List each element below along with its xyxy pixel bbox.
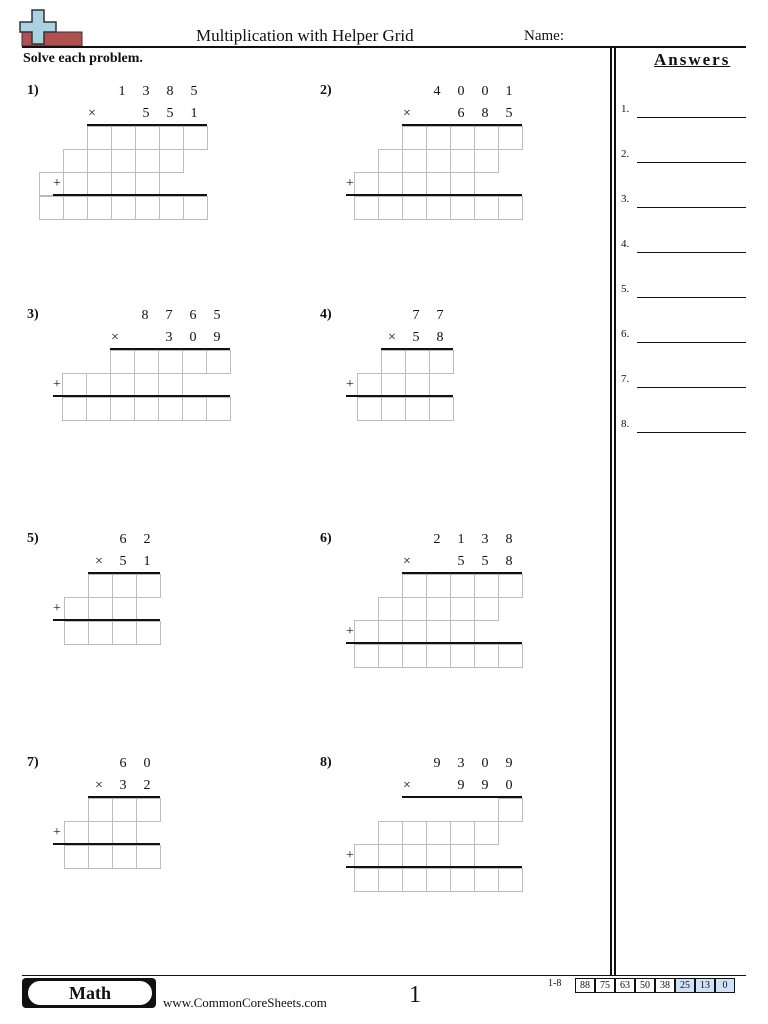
helper-grid-cell[interactable] bbox=[354, 844, 379, 868]
helper-grid-cell[interactable] bbox=[112, 821, 137, 845]
plus-sign: + bbox=[53, 176, 61, 191]
helper-grid-cell[interactable] bbox=[405, 373, 430, 397]
answer-grid-cell[interactable] bbox=[354, 196, 379, 220]
footer-divider bbox=[22, 975, 746, 976]
answer-grid-cell[interactable] bbox=[62, 397, 87, 421]
helper-grid-cell[interactable] bbox=[378, 149, 403, 173]
answer-line[interactable] bbox=[637, 207, 746, 208]
plus-sign: + bbox=[346, 848, 354, 863]
multiplier-digit: 0 bbox=[189, 330, 197, 345]
helper-grid-cell[interactable] bbox=[381, 373, 406, 397]
multiplicand-digit: 0 bbox=[481, 756, 489, 771]
answers-heading: Answers bbox=[654, 50, 731, 69]
helper-grid-cell[interactable] bbox=[426, 597, 451, 621]
answer-grid-cell[interactable] bbox=[159, 196, 184, 220]
answer-line[interactable] bbox=[637, 297, 746, 298]
helper-grid-cell[interactable] bbox=[88, 798, 113, 822]
helper-grid-cell[interactable] bbox=[64, 821, 89, 845]
helper-grid-cell[interactable] bbox=[88, 821, 113, 845]
answer-grid-cell[interactable] bbox=[64, 845, 89, 869]
multiplier-digit: 1 bbox=[190, 106, 198, 121]
helper-grid-cell[interactable] bbox=[87, 126, 112, 150]
answer-line[interactable] bbox=[637, 117, 746, 118]
problem-number: 7) bbox=[27, 755, 39, 770]
answer-grid-cell[interactable] bbox=[183, 196, 208, 220]
answer-grid-cell[interactable] bbox=[112, 845, 137, 869]
problem-number: 8) bbox=[320, 755, 332, 770]
website-link[interactable]: www.CommonCoreSheets.com bbox=[163, 995, 327, 1010]
helper-grid-cell[interactable] bbox=[63, 149, 88, 173]
helper-grid-cell[interactable] bbox=[354, 620, 379, 644]
answer-line[interactable] bbox=[637, 342, 746, 343]
helper-grid-cell[interactable] bbox=[134, 373, 159, 397]
helper-grid-cell[interactable] bbox=[426, 149, 451, 173]
page-number: 1 bbox=[409, 982, 421, 1008]
helper-grid-cell[interactable] bbox=[357, 373, 382, 397]
helper-grid-cell[interactable] bbox=[378, 844, 403, 868]
answer-line[interactable] bbox=[637, 432, 746, 433]
helper-grid-cell[interactable] bbox=[402, 620, 427, 644]
helper-grid-cell[interactable] bbox=[402, 149, 427, 173]
answer-grid-cell[interactable] bbox=[474, 644, 499, 668]
answer-grid-cell[interactable] bbox=[134, 397, 159, 421]
multiplicand-digit: 8 bbox=[505, 532, 513, 547]
multiplier-digit: 6 bbox=[457, 106, 465, 121]
answer-grid-cell[interactable] bbox=[474, 868, 499, 892]
multiply-sign: × bbox=[95, 554, 103, 569]
helper-grid-cell[interactable] bbox=[474, 149, 499, 173]
helper-grid-cell[interactable] bbox=[450, 620, 475, 644]
helper-grid-cell[interactable] bbox=[405, 350, 430, 374]
multiplicand-digit: 7 bbox=[165, 308, 173, 323]
logo-icon bbox=[18, 6, 88, 48]
worksheet-title: Multiplication with Helper Grid bbox=[196, 26, 414, 45]
multiply-sign: × bbox=[403, 106, 411, 121]
answer-grid-cell[interactable] bbox=[426, 868, 451, 892]
multiplicand-digit: 2 bbox=[433, 532, 441, 547]
helper-grid-cell[interactable] bbox=[111, 149, 136, 173]
multiplicand-digit: 3 bbox=[142, 84, 150, 99]
answer-grid-cell[interactable] bbox=[450, 196, 475, 220]
plus-sign: + bbox=[346, 176, 354, 191]
helper-grid-cell[interactable] bbox=[62, 373, 87, 397]
answer-grid-cell[interactable] bbox=[136, 845, 161, 869]
multiplicand-digit: 6 bbox=[119, 532, 127, 547]
answer-number: 1. bbox=[621, 103, 630, 115]
multiplier-digit: 3 bbox=[119, 778, 127, 793]
helper-grid-cell[interactable] bbox=[183, 126, 208, 150]
helper-grid-cell[interactable] bbox=[402, 126, 427, 150]
helper-grid-cell[interactable] bbox=[426, 821, 451, 845]
problem-number: 6) bbox=[320, 531, 332, 546]
helper-grid-cell[interactable] bbox=[111, 172, 136, 196]
helper-grid-cell[interactable] bbox=[426, 574, 451, 598]
multiplicand-digit: 8 bbox=[166, 84, 174, 99]
helper-grid-cell[interactable] bbox=[450, 172, 475, 196]
helper-grid-cell[interactable] bbox=[429, 350, 454, 374]
multiply-sign: × bbox=[403, 778, 411, 793]
helper-grid-cell[interactable] bbox=[182, 350, 207, 374]
answer-grid-cell[interactable] bbox=[402, 868, 427, 892]
helper-grid-cell[interactable] bbox=[426, 844, 451, 868]
answer-grid-cell[interactable] bbox=[498, 196, 523, 220]
helper-grid-cell[interactable] bbox=[110, 350, 135, 374]
helper-grid-cell[interactable] bbox=[402, 172, 427, 196]
answer-grid-cell[interactable] bbox=[378, 196, 403, 220]
answer-line[interactable] bbox=[637, 252, 746, 253]
problem-number: 5) bbox=[27, 531, 39, 546]
answer-grid-cell[interactable] bbox=[498, 644, 523, 668]
problem-number: 1) bbox=[27, 83, 39, 98]
helper-grid-cell[interactable] bbox=[450, 844, 475, 868]
helper-grid-cell[interactable] bbox=[135, 172, 160, 196]
helper-grid-cell[interactable] bbox=[450, 149, 475, 173]
plus-sign: + bbox=[346, 624, 354, 639]
multiplier-digit: 8 bbox=[505, 554, 513, 569]
answer-grid-cell[interactable] bbox=[110, 397, 135, 421]
problem-number: 3) bbox=[27, 307, 39, 322]
answer-grid-cell[interactable] bbox=[498, 868, 523, 892]
score-cell: 0 bbox=[715, 978, 735, 993]
multiplier-digit: 5 bbox=[412, 330, 420, 345]
helper-grid-cell[interactable] bbox=[450, 574, 475, 598]
answer-line[interactable] bbox=[637, 387, 746, 388]
helper-grid-cell[interactable] bbox=[450, 126, 475, 150]
helper-grid-cell[interactable] bbox=[354, 172, 379, 196]
answer-grid-cell[interactable] bbox=[378, 644, 403, 668]
helper-grid-cell[interactable] bbox=[87, 149, 112, 173]
helper-grid-cell[interactable] bbox=[378, 821, 403, 845]
helper-grid-cell[interactable] bbox=[474, 821, 499, 845]
answer-grid-cell[interactable] bbox=[354, 644, 379, 668]
multiplicand-digit: 6 bbox=[119, 756, 127, 771]
helper-grid-cell[interactable] bbox=[381, 350, 406, 374]
helper-grid-cell[interactable] bbox=[426, 172, 451, 196]
helper-grid-cell[interactable] bbox=[134, 350, 159, 374]
answer-grid-cell[interactable] bbox=[158, 397, 183, 421]
answer-grid-cell[interactable] bbox=[354, 868, 379, 892]
multiply-sign: × bbox=[88, 106, 96, 121]
answer-line[interactable] bbox=[637, 162, 746, 163]
answer-grid-cell[interactable] bbox=[381, 397, 406, 421]
answer-grid-cell[interactable] bbox=[88, 845, 113, 869]
plus-sign: + bbox=[346, 377, 354, 392]
answer-number: 7. bbox=[621, 373, 630, 385]
helper-grid-cell[interactable] bbox=[159, 149, 184, 173]
multiplicand-digit: 9 bbox=[505, 756, 513, 771]
answer-grid-cell[interactable] bbox=[86, 397, 111, 421]
problem-number: 2) bbox=[320, 83, 332, 98]
helper-grid-cell[interactable] bbox=[135, 126, 160, 150]
answer-grid-cell[interactable] bbox=[405, 397, 430, 421]
answer-number: 3. bbox=[621, 193, 630, 205]
multiplier-digit: 5 bbox=[457, 554, 465, 569]
multiplier-digit: 0 bbox=[505, 778, 513, 793]
helper-grid-cell[interactable] bbox=[498, 574, 523, 598]
answer-grid-cell[interactable] bbox=[64, 621, 89, 645]
multiplicand-digit: 7 bbox=[436, 308, 444, 323]
name-label: Name: bbox=[524, 28, 564, 44]
multiplier-digit: 8 bbox=[436, 330, 444, 345]
answer-column-divider bbox=[610, 48, 612, 976]
multiplier-digit: 1 bbox=[143, 554, 151, 569]
helper-grid-cell[interactable] bbox=[498, 798, 523, 822]
answer-grid-cell[interactable] bbox=[39, 196, 64, 220]
plus-sign: + bbox=[53, 825, 61, 840]
helper-grid-cell[interactable] bbox=[87, 172, 112, 196]
score-cell: 38 bbox=[655, 978, 675, 993]
multiplicand-digit: 7 bbox=[412, 308, 420, 323]
instructions: Solve each problem. bbox=[23, 51, 143, 66]
multiplicand-digit: 1 bbox=[118, 84, 126, 99]
helper-grid-cell[interactable] bbox=[426, 620, 451, 644]
helper-grid-cell[interactable] bbox=[88, 574, 113, 598]
helper-grid-cell[interactable] bbox=[110, 373, 135, 397]
helper-grid-cell[interactable] bbox=[474, 126, 499, 150]
answer-number: 5. bbox=[621, 283, 630, 295]
subject-badge-label: Math bbox=[28, 981, 152, 1005]
answer-grid-cell[interactable] bbox=[426, 196, 451, 220]
multiply-sign: × bbox=[403, 554, 411, 569]
answer-number: 6. bbox=[621, 328, 630, 340]
multiplier-digit: 5 bbox=[166, 106, 174, 121]
helper-grid-cell[interactable] bbox=[86, 373, 111, 397]
answer-grid-cell[interactable] bbox=[426, 644, 451, 668]
answer-grid-cell[interactable] bbox=[206, 397, 231, 421]
helper-grid-cell[interactable] bbox=[112, 574, 137, 598]
multiplier-digit: 5 bbox=[142, 106, 150, 121]
header-divider bbox=[22, 46, 746, 48]
helper-grid-cell[interactable] bbox=[498, 126, 523, 150]
multiply-sign: × bbox=[111, 330, 119, 345]
multiplicand-digit: 5 bbox=[190, 84, 198, 99]
multiplicand-digit: 1 bbox=[457, 532, 465, 547]
multiplicand-digit: 5 bbox=[213, 308, 221, 323]
multiplicand-digit: 0 bbox=[143, 756, 151, 771]
answer-grid-cell[interactable] bbox=[402, 196, 427, 220]
answer-number: 2. bbox=[621, 148, 630, 160]
score-cell: 88 bbox=[575, 978, 595, 993]
helper-grid-cell[interactable] bbox=[136, 574, 161, 598]
score-cell: 50 bbox=[635, 978, 655, 993]
answer-number: 8. bbox=[621, 418, 630, 430]
helper-grid-cell[interactable] bbox=[64, 597, 89, 621]
helper-grid-cell[interactable] bbox=[135, 149, 160, 173]
answer-grid-cell[interactable] bbox=[450, 644, 475, 668]
helper-grid-cell[interactable] bbox=[426, 126, 451, 150]
answer-grid-cell[interactable] bbox=[63, 196, 88, 220]
multiplier-digit: 8 bbox=[481, 106, 489, 121]
helper-grid-cell[interactable] bbox=[206, 350, 231, 374]
answer-grid-cell[interactable] bbox=[474, 196, 499, 220]
multiplier-digit: 5 bbox=[119, 554, 127, 569]
helper-grid-cell[interactable] bbox=[378, 620, 403, 644]
score-cell: 63 bbox=[615, 978, 635, 993]
answer-grid-cell[interactable] bbox=[135, 196, 160, 220]
multiplicand-digit: 6 bbox=[189, 308, 197, 323]
multiplicand-digit: 3 bbox=[481, 532, 489, 547]
multiplicand-digit: 0 bbox=[457, 84, 465, 99]
helper-grid-cell[interactable] bbox=[378, 172, 403, 196]
score-range-label: 1-8 bbox=[548, 978, 562, 989]
helper-grid-cell[interactable] bbox=[474, 597, 499, 621]
answer-grid-cell[interactable] bbox=[182, 397, 207, 421]
helper-grid-cell[interactable] bbox=[111, 126, 136, 150]
plus-sign: + bbox=[53, 601, 61, 616]
multiplier-digit: 5 bbox=[481, 554, 489, 569]
answer-grid-cell[interactable] bbox=[112, 621, 137, 645]
multiplicand-digit: 3 bbox=[457, 756, 465, 771]
answer-grid-cell[interactable] bbox=[450, 868, 475, 892]
multiplier-digit: 9 bbox=[481, 778, 489, 793]
answer-grid-cell[interactable] bbox=[136, 621, 161, 645]
answer-grid-cell[interactable] bbox=[429, 397, 454, 421]
helper-grid-cell[interactable] bbox=[450, 821, 475, 845]
helper-grid-cell[interactable] bbox=[88, 597, 113, 621]
helper-grid-cell[interactable] bbox=[450, 597, 475, 621]
helper-grid-cell[interactable] bbox=[402, 844, 427, 868]
helper-grid-cell[interactable] bbox=[63, 172, 88, 196]
helper-grid-cell[interactable] bbox=[112, 798, 137, 822]
problem-number: 4) bbox=[320, 307, 332, 322]
answer-grid-cell[interactable] bbox=[88, 621, 113, 645]
score-cell: 25 bbox=[675, 978, 695, 993]
multiplicand-digit: 8 bbox=[141, 308, 149, 323]
answer-grid-cell[interactable] bbox=[357, 397, 382, 421]
multiplicand-digit: 1 bbox=[505, 84, 513, 99]
multiplier-digit: 2 bbox=[143, 778, 151, 793]
helper-grid-cell[interactable] bbox=[112, 597, 137, 621]
score-cell: 13 bbox=[695, 978, 715, 993]
answer-grid-cell[interactable] bbox=[87, 196, 112, 220]
score-cell: 75 bbox=[595, 978, 615, 993]
answer-grid-cell[interactable] bbox=[402, 644, 427, 668]
helper-grid-cell[interactable] bbox=[158, 373, 183, 397]
helper-grid-cell[interactable] bbox=[378, 597, 403, 621]
answer-grid-cell[interactable] bbox=[111, 196, 136, 220]
helper-grid-cell[interactable] bbox=[402, 574, 427, 598]
answer-number: 4. bbox=[621, 238, 630, 250]
helper-grid-cell[interactable] bbox=[159, 126, 184, 150]
helper-grid-cell[interactable] bbox=[402, 821, 427, 845]
helper-grid-cell[interactable] bbox=[158, 350, 183, 374]
multiplicand-digit: 0 bbox=[481, 84, 489, 99]
multiply-sign: × bbox=[388, 330, 396, 345]
multiplicand-digit: 4 bbox=[433, 84, 441, 99]
multiplier-digit: 5 bbox=[505, 106, 513, 121]
helper-grid-cell[interactable] bbox=[402, 597, 427, 621]
multiplier-digit: 3 bbox=[165, 330, 173, 345]
plus-sign: + bbox=[53, 377, 61, 392]
multiply-sign: × bbox=[95, 778, 103, 793]
multiplicand-digit: 2 bbox=[143, 532, 151, 547]
helper-grid-cell[interactable] bbox=[474, 574, 499, 598]
multiplicand-digit: 9 bbox=[433, 756, 441, 771]
multiplier-digit: 9 bbox=[457, 778, 465, 793]
helper-grid-cell[interactable] bbox=[136, 798, 161, 822]
multiplier-digit: 9 bbox=[213, 330, 221, 345]
answer-grid-cell[interactable] bbox=[378, 868, 403, 892]
answer-column-divider bbox=[614, 48, 616, 976]
